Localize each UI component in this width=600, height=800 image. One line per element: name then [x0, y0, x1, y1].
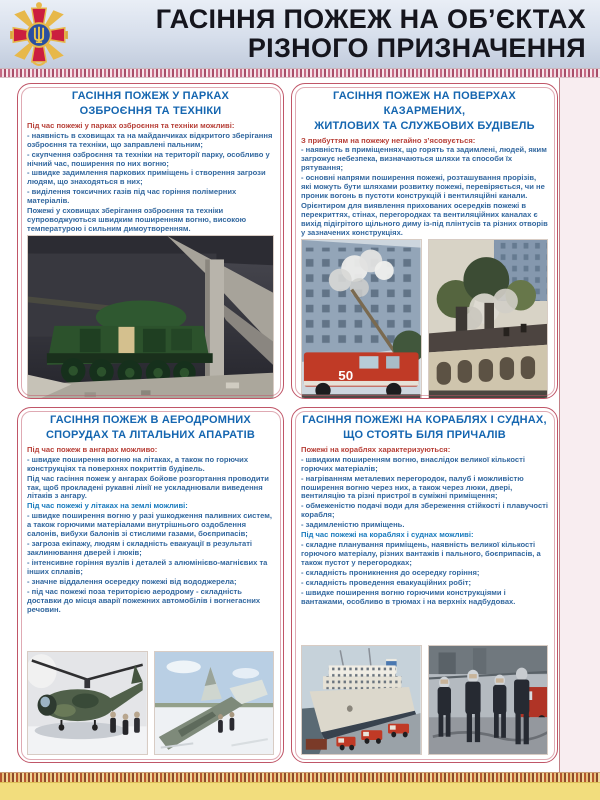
panel-photos: [301, 239, 548, 399]
page-title-line1: ГАСІННЯ ПОЖЕЖ НА ОБ’ЄКТАХ: [155, 4, 586, 35]
text-block: - складність проведення евакуаційних робіт;: [301, 578, 471, 588]
panel-text: [301, 446, 548, 608]
text-block: - основні напрями поширення пожежі, розташування прорізів, які можуть бути шляхами розвитку пожежі, перевіряється, чи не проник вогонь в пустоти конструкцій і вентиляційні канали.: [301, 173, 545, 201]
text-block: Під час пожежі на кораблях і суднах можливі:: [301, 530, 474, 540]
text-block: - наявність в приміщеннях, що горять та задимлені, людей, яким загрожує небезпека, визначаються шляхи та способи їх рятування;: [301, 145, 547, 173]
photo-burning-apartment-block-fire-truck: [301, 239, 422, 399]
panel-title: [27, 89, 274, 119]
text-block: Під час пожежі у літаках на землі можливі:: [27, 501, 188, 511]
photo-helicopter-foam-covered: [27, 651, 148, 755]
panel-text: [27, 122, 274, 235]
page-title: [70, 5, 600, 63]
panel-title-line1: ГАСІННЯ ПОЖЕЖІ НА КОРАБЛЯХ І СУДНАХ,: [302, 414, 547, 426]
ornament-border-top: [0, 68, 600, 78]
panel-weapon-parks: [17, 83, 284, 399]
text-block: - швидке поширення вогню горючими конструкціями і вантажами, особливо в трюмах і на верхніх надбудовах.: [301, 587, 516, 606]
panel-title-line2: ОЗБРОЄННЯ ТА ТЕХНІКИ: [79, 104, 222, 117]
fire-truck-number-label: 50: [338, 368, 354, 384]
text-block: Пожежі на кораблях характеризуються:: [301, 444, 451, 454]
text-block: - загроза екіпажу, людям і складність евакуації в результаті заклинювання дверей і люків;: [27, 539, 253, 558]
text-block: З прибуттям на пожежу негайно з’ясовується:: [301, 135, 476, 145]
panel-photos: [27, 651, 274, 755]
panel-title: [301, 89, 548, 134]
text-block: - скупчення озброєння та техніки на території парку, особливо у нічний час, поширення по них вогню;: [27, 149, 270, 168]
panel-title: [301, 413, 548, 443]
photo-tank-under-collapsed-roof: [27, 235, 274, 399]
poster-header: [0, 0, 600, 68]
panel-title-line2: ЖИТЛОВИХ ТА СЛУЖБОВИХ БУДІВЕЛЬ: [314, 119, 535, 132]
text-block: - складність проникнення до осередку горіння;: [301, 568, 480, 578]
panel-text: [301, 137, 548, 239]
text-block: - швидке поширення вогню у разі ушкодження паливних систем, а також горючими матеріалами внутрішнього оздоблення салонів, вибухи балонів зі стислими газами, боєприпасів;: [27, 511, 272, 539]
text-block: Під час пожеж в ангарах можливо:: [27, 444, 158, 454]
text-block: - задимленістю приміщень.: [301, 520, 405, 530]
photo-firefighters-walking: [428, 645, 549, 755]
panel-ships-at-berth: [291, 407, 558, 763]
text-block: Пожежі у сховищах зберігання озброєння та техніки супроводжуються швидким поширенням вогню, високою температурою і сильним димоутворенням.: [27, 206, 247, 234]
text-block: - виділення токсичних газів під час горіння полімерних матеріалів.: [27, 187, 237, 206]
text-block: - швидке поширення вогню на літаках, а також по горючих конструкціях та поверхнях покриттів будівель.: [27, 454, 249, 473]
text-block: Орієнтиром для виявлення прихованих осередків пожежі в перекриттях, стінах, перегородках та вентиляційних каналах є вихід підігрітого щільного диму із-під плінтусів та різних отворів у зазначених конструкціях.: [301, 201, 548, 238]
text-block: - складне планування приміщень, наявність великої кількості горючого матеріалу, різних вантажів і пального, боєприпасів, а також пустот у перегородках;: [301, 540, 541, 568]
panel-barracks-buildings: [291, 83, 558, 399]
text-block: - значне віддалення осередку пожежі від вододжерела;: [27, 577, 237, 587]
content-grid: [0, 78, 558, 772]
ornament-border-bottom: [0, 772, 600, 782]
armed-forces-of-ukraine-emblem-icon: [8, 2, 70, 68]
text-block: Під час гасіння пожеж у ангарах бойове розгортання проводити так, щоб прокладені рукавні лінії не ускладнювали виведення літаків з ангару.: [27, 473, 269, 501]
photo-ship-at-pier-fire-trucks: [301, 645, 422, 755]
panel-airfield-aircraft: [17, 407, 284, 763]
text-block: - нагріванням металевих перегородок, палуб і можливістю поширення вогню через них, а також через люки, двері, вентиляцію та різні пристрої в суміжні приміщення;: [301, 473, 524, 501]
text-block: Під час пожежі у парках озброєння та техніки можливі:: [27, 120, 235, 130]
panel-text: [27, 446, 274, 616]
page-title-line2: РІЗНОГО ПРИЗНАЧЕННЯ: [247, 33, 586, 63]
photo-burning-roof-smoke: [428, 239, 549, 399]
right-margin-stripe: [559, 78, 600, 772]
text-block: - швидке задимлення паркових приміщень і створення загрози людям, що знаходяться в них;: [27, 168, 266, 187]
panel-title-line2: СПОРУДАХ ТА ЛІТАЛЬНИХ АПАРАТІВ: [46, 428, 255, 441]
bottom-yellow-band: [0, 782, 600, 800]
panel-photos: [27, 235, 274, 399]
text-block: - під час пожежі поза територією аеродрому - складність доставки до місця аварії пожежних автомобілів і вогнегасних речовин.: [27, 586, 261, 614]
text-block: - швидким поширенням вогню, внаслідок великої кількості горючих матеріалів;: [301, 454, 525, 473]
text-block: - інтенсивне горіння вузлів і деталей з алюмінієво-магнієвих та інших сплавів;: [27, 558, 268, 577]
photo-aircraft-wreck-snow: [154, 651, 275, 755]
panel-title-line1: ГАСІННЯ ПОЖЕЖ У ПАРКАХ: [71, 90, 230, 102]
panel-photos: [301, 645, 548, 755]
panel-title-line1: ГАСІННЯ ПОЖЕЖ В АЕРОДРОМНИХ: [50, 414, 251, 426]
panel-title: [27, 413, 274, 443]
panel-title-line1: ГАСІННЯ ПОЖЕЖ НА ПОВЕРХАХ КАЗАРМЕНИХ,: [333, 90, 516, 117]
text-block: - обмеженістю подачі води для збереження стійкості і плавучості корабля;: [301, 501, 549, 520]
text-block: - наявність в сховищах та на майданчиках відкритого зберігання озброєння та техніки, що заправлені пальним;: [27, 130, 273, 149]
panel-title-line2: ЩО СТОЯТЬ БІЛЯ ПРИЧАЛІВ: [343, 428, 506, 441]
